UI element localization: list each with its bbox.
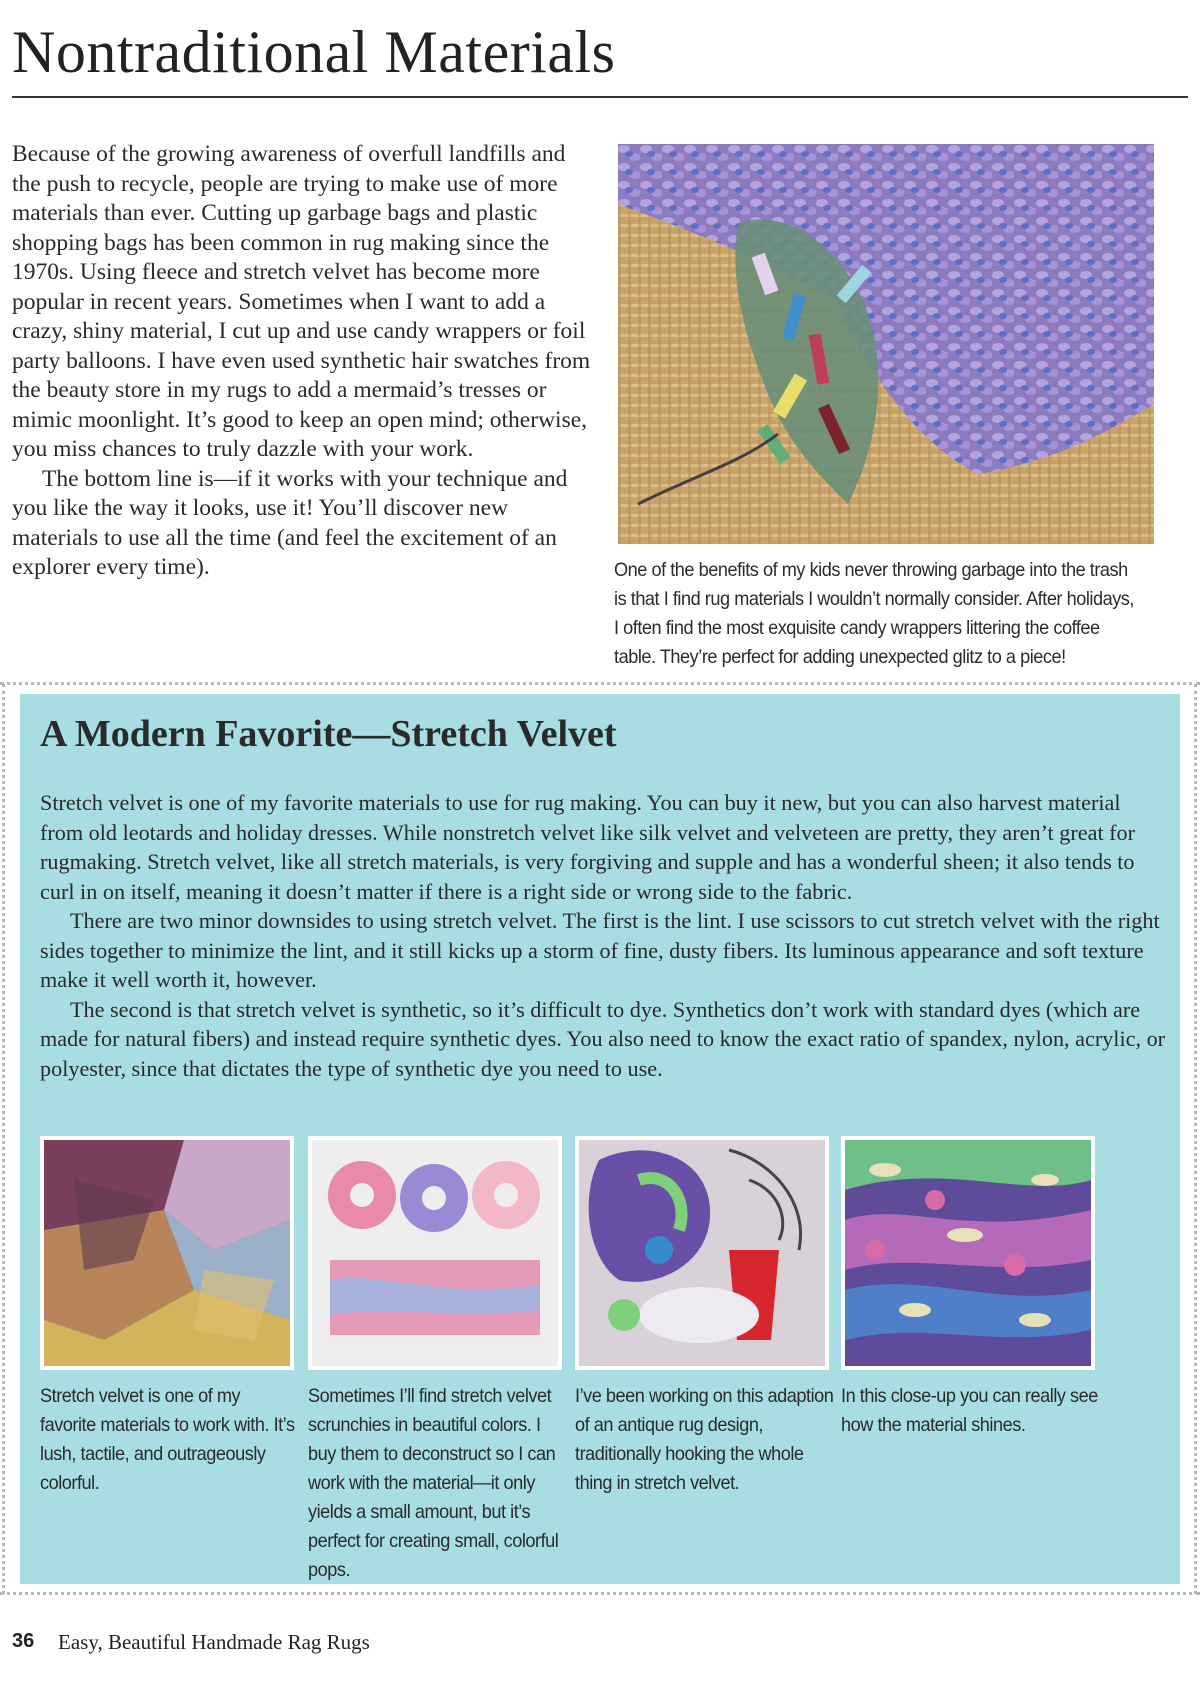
photo-velvet-close-up-illustration <box>845 1140 1091 1366</box>
dotted-divider-top <box>0 682 1200 685</box>
sidebar-title: A Modern Favorite—Stretch Velvet <box>40 713 617 755</box>
sidebar-paragraph: The second is that stretch velvet is synthetic, so it’s difficult to dye. Synthetics don’t work with standard dyes (which are made for natural fibers) and instead require synthetic dyes. You also need to know the exact ratio of spandex, nylon, acrylic, or polyester, since that dictates the type of synthetic dye you need to use. <box>40 996 1166 1081</box>
photo-velvet-close-up <box>841 1136 1095 1370</box>
hero-caption: One of the benefits of my kids never throwing garbage into the trash is that I find rug materials I wouldn’t normally consider. After holidays, I often find the most exquisite candy wrappers littering the coffee table. They’re perfect for adding unexpected glitz to a piece! <box>614 559 1134 668</box>
title-rule <box>12 96 1188 98</box>
photo-caption: Stretch velvet is one of my favorite materials to work with. It’s lush, tactile, and outrageously colorful. <box>40 1385 295 1494</box>
photo-velvet-scrunchies-illustration <box>312 1140 558 1366</box>
dotted-divider-bottom <box>0 1592 1200 1595</box>
sidebar-paragraph: There are two minor downsides to using stretch velvet. The first is the lint. I use scissors to cut stretch velvet with the right sides together to minimize the lint, and it still kicks up a storm of fine, dusty fibers. Its luminous appearance and soft texture make it well worth it, however. <box>40 908 1160 992</box>
photo-velvet-scrunchies <box>308 1136 562 1370</box>
photo-velvet-fabric <box>40 1136 294 1370</box>
photo-antique-rug-design <box>575 1136 829 1370</box>
stretch-velvet-sidebar <box>20 694 1180 1584</box>
photo-velvet-fabric-illustration <box>44 1140 290 1366</box>
page-title: Nontraditional Materials <box>12 19 616 85</box>
running-footer-book-title: Easy, Beautiful Handmade Rag Rugs <box>58 1630 370 1654</box>
hero-photo-candy-wrapper-rug <box>618 144 1154 544</box>
intro-paragraph: Because of the growing awareness of overfull landfills and the push to recycle, people are trying to make use of more materials than ever. Cutting up garbage bags and plastic shopping bags has been common in rug making since the 1970s. Using fleece and stretch velvet has become more popular in recent years. Sometimes when I want to add a crazy, shiny material, I cut up and use candy wrappers or foil party balloons. I have even used synthetic hair swatches from the beauty store in my rugs to add a mermaid’s tresses or mimic moonlight. It’s good to keep an open mind; otherwise, you miss chances to truly dazzle with your work. <box>12 141 591 462</box>
sidebar-paragraph: Stretch velvet is one of my favorite materials to use for rug making. You can buy it new, but you can also harvest material from old leotards and holiday dresses. While nonstretch velvet like silk velvet and velveteen are pretty, they aren’t great for rugmaking. Stretch velvet, like all stretch materials, is very forgiving and supple and has a wonderful sheen; it also tends to curl in on itself, meaning it doesn’t matter if there is a right side or wrong side to the fabric. <box>40 790 1136 904</box>
photo-caption: I’ve been working on this adaption of an antique rug design, traditionally hooking the whole thing in stretch velvet. <box>575 1385 834 1494</box>
intro-text <box>12 140 592 583</box>
sidebar-body <box>40 788 1168 1083</box>
hero-photo-illustration <box>618 144 1154 544</box>
photo-antique-rug-design-illustration <box>579 1140 825 1366</box>
photo-caption: In this close-up you can really see how the material shines. <box>841 1385 1098 1436</box>
dotted-divider-right <box>1194 684 1197 1594</box>
intro-paragraph: The bottom line is—if it works with your technique and you like the way it looks, use it! You’ll discover new materials to use all the time (and feel the excitement of an explorer every time). <box>12 465 568 580</box>
page-number: 36 <box>12 1630 35 1652</box>
photo-caption: Sometimes I’ll find stretch velvet scrunchies in beautiful colors. I buy them to deconstruct so I can work with the material—it only yields a small amount, but it’s perfect for creating small, colorful pops. <box>308 1385 559 1581</box>
dotted-divider-left <box>2 684 5 1594</box>
